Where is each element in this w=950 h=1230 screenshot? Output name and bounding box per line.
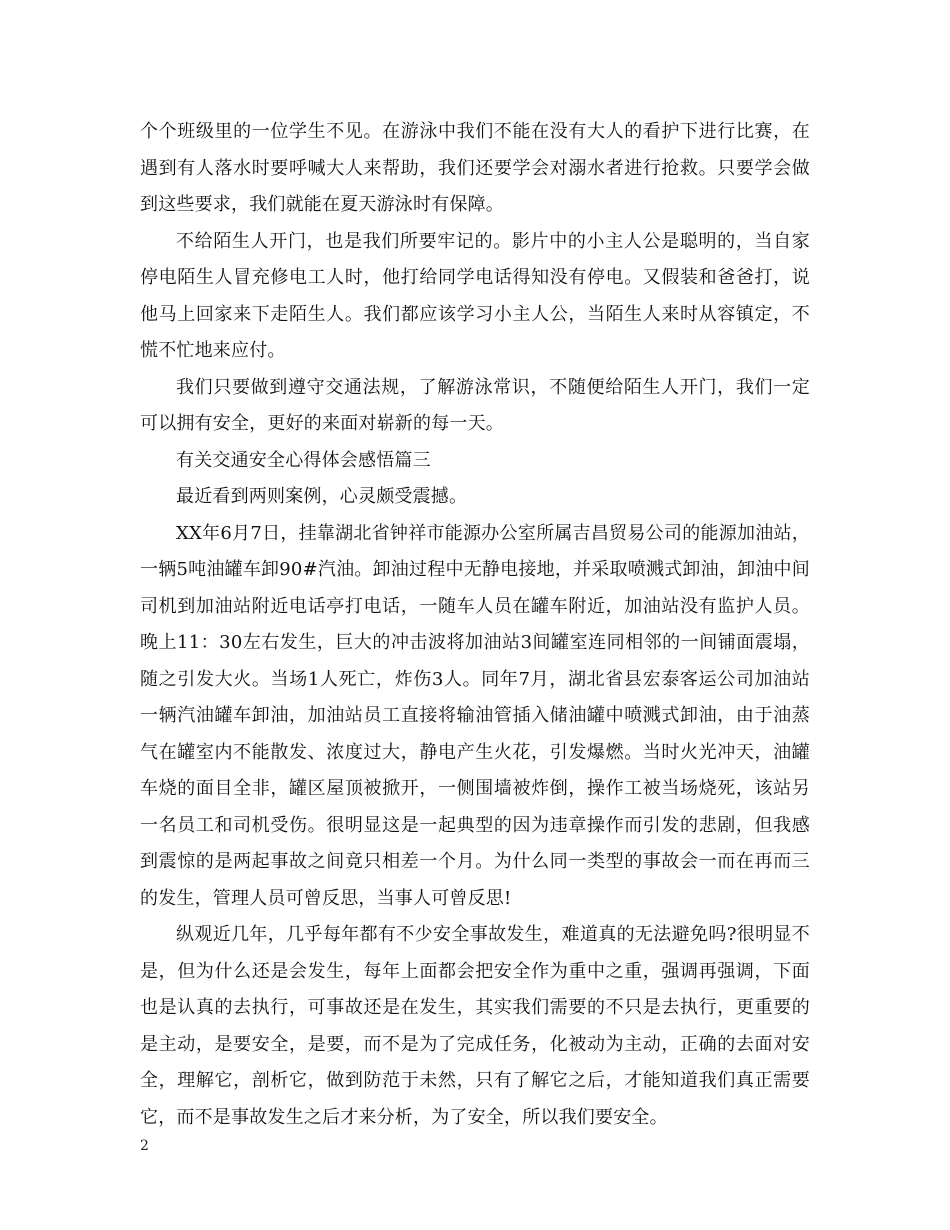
paragraph-5: 最近看到两则案例，心灵颇受震撼。 [176, 486, 468, 507]
paragraph-1: 个个班级里的一位学生不见。在游泳中我们不能在没有大人的看护下进行比赛，在遇到有人落水时要呼喊大人来帮助，我们还要学会对溺水者进行抢救。只要学会做到这些要求，我们就能在夏天游泳时有保障。 [140, 121, 810, 215]
paragraph-3: 我们只要做到遵守交通法规，了解游泳常识，不随便给陌生人开门，我们一定可以拥有安全，更好的来面对崭新的每一天。 [140, 376, 810, 434]
section-heading: 有关交通安全心得体会感悟篇三 [176, 449, 431, 471]
paragraph-7: 纵观近几年，几乎每年都有不少安全事故发生，难道真的无法避免吗?很明显不是，但为什么还是会发生，每年上面都会把安全作为重中之重，强调再强调，下面也是认真的去执行，可事故还是在发生，其实我们需要的不只是去执行，更重要的是主动，是要安全，是要，而不是为了完成任务，化被动为主动，正确的去面对安全，理解它，剖析它，做到防范于未然，只有了解它之后，才能知道我们真正需要它，而不是事故发生之后才来分析，为了安全，所以我们要安全。 [140, 924, 810, 1128]
page-number: 2 [140, 1138, 149, 1154]
paragraph-2: 不给陌生人开门，也是我们所要牢记的。影片中的小主人公是聪明的，当自家停电陌生人冒充修电工人时，他打给同学电话得知没有停电。又假装和爸爸打，说他马上回家来下走陌生人。我们都应该学习小主人公，当陌生人来时从容镇定，不慌不忙地来应付。 [140, 230, 810, 361]
document-body [140, 114, 810, 1136]
paragraph-6: XX年6月7日，挂靠湖北省钟祥市能源办公室所属吉昌贸易公司的能源加油站，一辆5吨油罐车卸90#汽油。卸油过程中无静电接地，并采取喷溅式卸油，卸油中间司机到加油站附近电话亭打电话，一随车人员在罐车附近，加油站没有监护人员。晚上11：30左右发生，巨大的冲击波将加油站3间罐室连同相邻的一间铺面震塌，随之引发大火。当场1人死亡，炸伤3人。同年7月，湖北省县宏泰客运公司加油站一辆汽油罐车卸油，加油站员工直接将输油管插入储油罐中喷溅式卸油，由于油蒸气在罐室内不能散发、浓度过大，静电产生火花，引发爆燃。当时火光冲天，油罐车烧的面目全非，罐区屋顶被掀开，一侧围墙被炸倒，操作工被当场烧死，该站另一名员工和司机受伤。很明显这是一起典型的因为违章操作而引发的悲剧，但我感到震惊的是两起事故之间竟只相差一个月。为什么同一类型的事故会一而在再而三的发生，管理人员可曾反思，当事人可曾反思! [140, 522, 810, 909]
